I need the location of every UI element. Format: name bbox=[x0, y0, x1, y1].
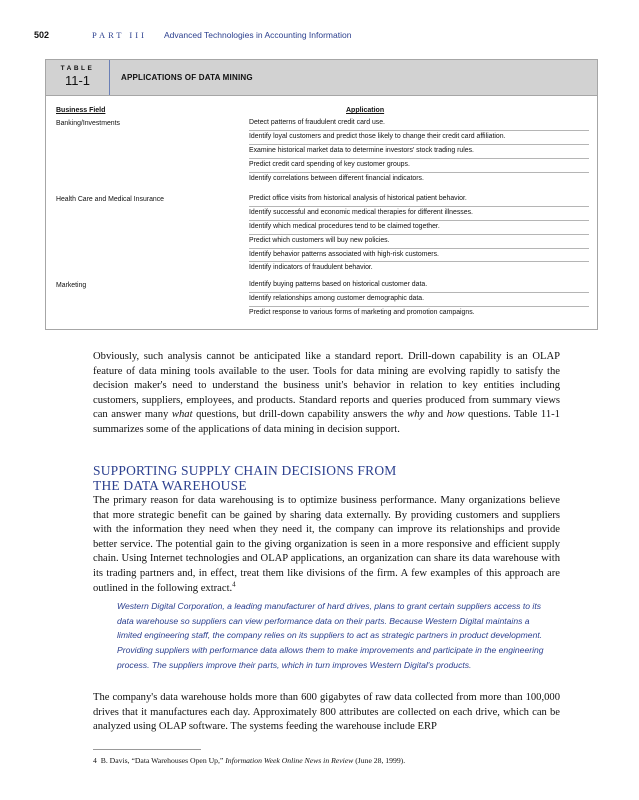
paragraph-western-digital: The company's data warehouse holds more than 600 gigabytes of raw data collected from more than 100,000 drives that it manufactures each day. Approximately 800 attributes are collected on each drive, which can be analyzed using OLAP software. The systems feeding the warehouse include ERP bbox=[93, 692, 560, 733]
application-item: Predict response to various forms of marketing and promotion campaigns. bbox=[249, 306, 589, 320]
extract-quote: Western Digital Corporation, a leading manufacturer of hard drives, plans to grant certain suppliers access to its data warehouse so suppliers can view performance data on their parts. Because Western Digital maintains a limited engineering staff, the company relies on its suppliers to act as strategic partners in product development. Providing suppliers with performance data allows them to make improvements and participate in the engineering process. The suppliers improve their parts, which in turn improves Western Digital's products. bbox=[117, 601, 544, 670]
table-11-1 bbox=[45, 59, 598, 330]
field-marketing: Marketing bbox=[56, 282, 87, 289]
table-number: 11-1 bbox=[64, 73, 91, 88]
application-item: Identify relationships among customer demographic data. bbox=[249, 292, 589, 306]
table-header-bar bbox=[46, 60, 597, 96]
application-item: Examine historical market data to determine investors' stock trading rules. bbox=[249, 144, 589, 158]
chapter-title: Advanced Technologies in Accounting Information bbox=[164, 30, 352, 40]
application-item: Predict office visits from historical analysis of historical patient behavior. bbox=[249, 195, 467, 202]
application-item: Identify loyal customers and predict those likely to change their credit card affiliation. bbox=[249, 130, 589, 144]
paragraph-supply-chain: The primary reason for data warehousing is to optimize business performance. Many organizations believe that more strategic benefit can be gained by sharing data externally. By providing customers and suppliers with the information they need when they need it, the company can improve its relationships and provide better service. The potential gain to the giving organization is seen in a more responsive and efficient supply chain. Using Internet technologies and OLAP applications, an organization can share its data warehouse with its trading partners and, in effect, treat them like divisions of the firm. A few examples of this approach are outlined in the following extract.$^4$ bbox=[93, 495, 560, 594]
field-banking: Banking/Investments bbox=[56, 120, 120, 127]
field-health-care: Health Care and Medical Insurance bbox=[56, 196, 165, 203]
application-item: Predict which customers will buy new policies. bbox=[249, 234, 589, 248]
page-number: 502 bbox=[34, 30, 50, 40]
application-item: Identify successful and economic medical therapies for different illnesses. bbox=[249, 206, 589, 220]
footnote-ref: 4 bbox=[232, 580, 236, 589]
application-item: Detect patterns of fraudulent credit card use. bbox=[249, 119, 385, 126]
apps-marketing bbox=[249, 279, 589, 320]
table-label: TABLE bbox=[60, 65, 95, 72]
application-item: Identify which medical procedures tend to be claimed together. bbox=[249, 220, 589, 234]
running-header bbox=[34, 30, 351, 40]
table-number-box bbox=[46, 60, 110, 95]
footnote-rule bbox=[93, 749, 201, 750]
application-item: Identify indicators of fraudulent behavior. bbox=[249, 261, 589, 275]
column-header-application: Application bbox=[346, 107, 385, 114]
application-item: Identify behavior patterns associated with high-risk customers. bbox=[249, 248, 589, 262]
table-title: APPLICATIONS OF DATA MINING bbox=[121, 73, 253, 82]
paragraph-olap: Obviously, such analysis cannot be anticipated like a standard report. Drill-down capability is an OLAP feature of data mining tools available to the user. Tools for data mining are evolving rapidly to satisfy the decision maker's need to understand the business unit's behavior in relation to key entities including customers, suppliers, employees, and products. Standard reports and queries produced from summary views can answer many what questions, but drill-down capability answers the why and how questions. Table 11-1 summarizes some of the applications of data mining in decision support. bbox=[93, 351, 560, 435]
application-item: Identify buying patterns based on historical customer data. bbox=[249, 281, 428, 288]
application-item: Predict credit card spending of key customer groups. bbox=[249, 158, 589, 172]
column-header-business-field: Business Field bbox=[56, 107, 106, 114]
apps-banking bbox=[249, 117, 589, 185]
section-heading: SUPPORTING SUPPLY CHAIN DECISIONS FROM THE DATA WAREHOUSE bbox=[93, 463, 397, 493]
apps-health-care bbox=[249, 193, 589, 275]
part-label: PART III bbox=[92, 30, 147, 40]
footnote: 4 B. Davis, “Data Warehouses Open Up,” Information Week Online News in Review (June 28, 1999). bbox=[93, 756, 406, 765]
application-item: Identify correlations between different financial indicators. bbox=[249, 172, 589, 186]
